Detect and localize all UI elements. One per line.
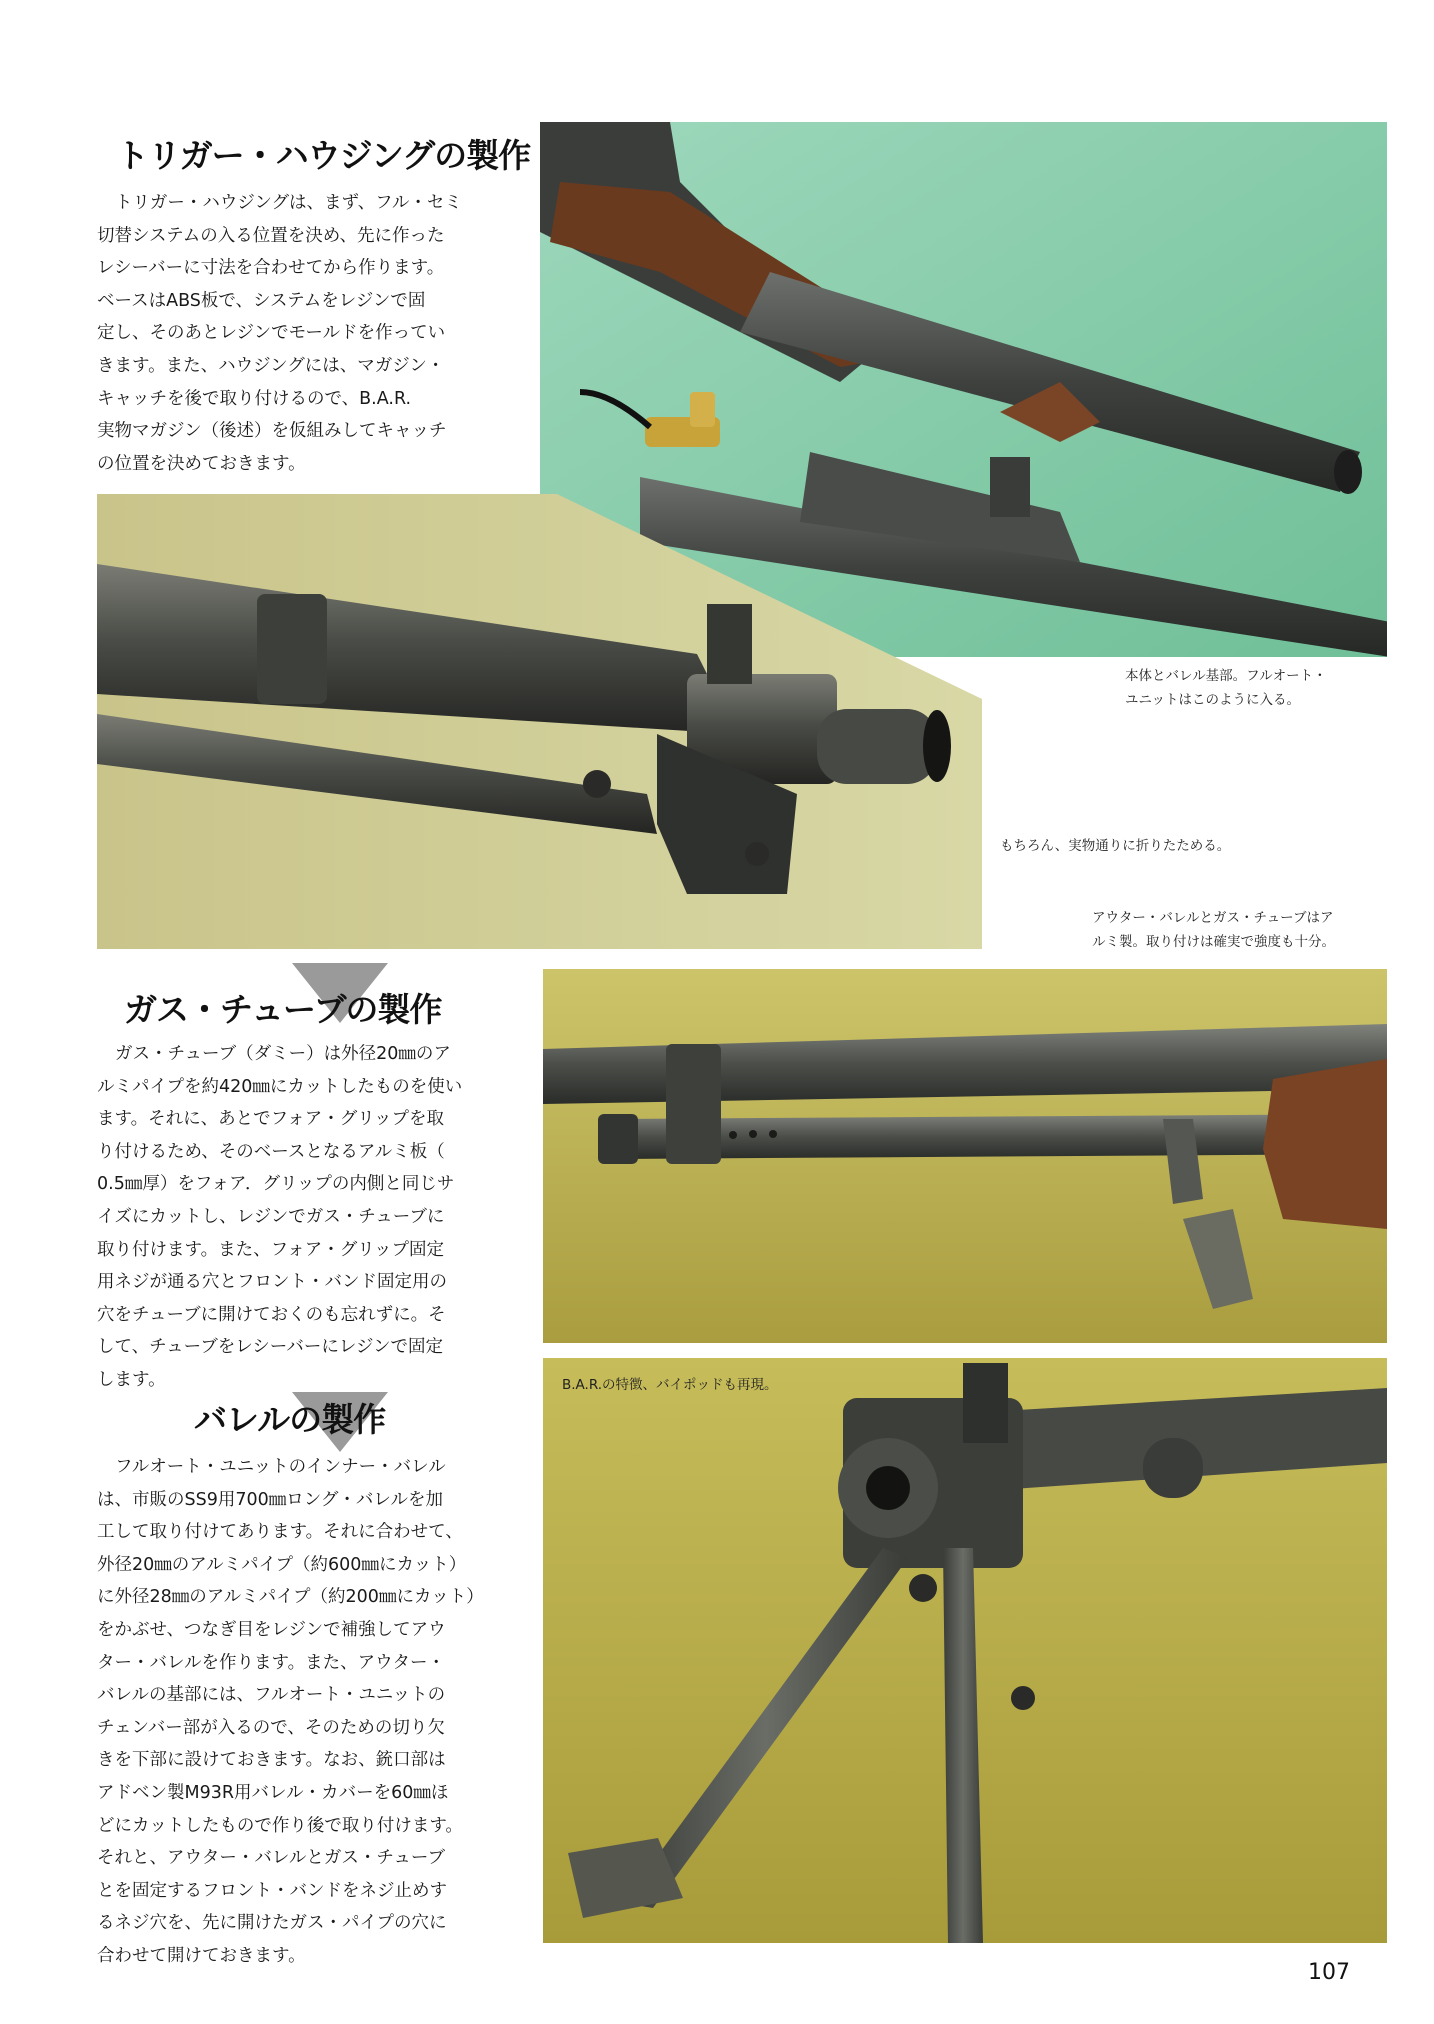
caption-line: ルミ製。取り付けは確実で強度も十分。	[1092, 934, 1335, 950]
text-line: 取り付けます。また、フォア・グリップ固定	[97, 1239, 445, 1260]
text-line: 外径20㎜のアルミパイプ（約600㎜にカット）	[97, 1554, 467, 1575]
text-line: レシーバーに寸法を合わせてから作ります。	[97, 258, 445, 279]
text-line: ベースはABS板で、システムをレジンで固	[97, 290, 426, 311]
gas-tube-photo	[543, 969, 1387, 1343]
caption-bipod	[562, 1373, 778, 1397]
caption-line: ユニットはこのように入る。	[1125, 692, 1300, 708]
heading-gas-tube: ガス・チューブの製作	[124, 990, 442, 1029]
caption-line: アウター・バレルとガス・チューブはア	[1092, 910, 1334, 926]
text-line: は、市販のSS9用700㎜ロング・バレルを加	[97, 1489, 443, 1510]
text-line: トリガー・ハウジングは、まず、フル・セミ	[115, 193, 462, 213]
page-number: 107	[1308, 1960, 1350, 1985]
text-line: ター・バレルを作ります。また、アウター・	[97, 1652, 445, 1673]
text-line: ルミパイプを約420㎜にカットしたものを使い	[97, 1076, 463, 1097]
text-line: して、チューブをレシーバーにレジンで固定	[97, 1337, 444, 1358]
bipod-photo	[543, 1358, 1387, 1943]
text-line: 切替システムの入る位置を決め、先に作った	[97, 225, 445, 246]
heading-trigger-housing: トリガー・ハウジングの製作	[116, 136, 531, 175]
text-line: 用ネジが通る穴とフロント・バンド固定用の	[97, 1272, 447, 1293]
text-line: 定し、そのあとレジンでモールドを作ってい	[97, 323, 446, 344]
text-line: り付けるため、そのベースとなるアルミ板（	[97, 1141, 445, 1162]
body-barrel	[97, 1451, 507, 1973]
text-line: イズにカットし、レジンでガス・チューブに	[97, 1206, 445, 1227]
text-line: るネジ穴を、先に開けたガス・パイプの穴に	[97, 1913, 447, 1934]
text-line: ガス・チューブ（ダミー）は外径20㎜のア	[115, 1044, 451, 1064]
text-line: に外径28㎜のアルミパイプ（約200㎜にカット）	[97, 1587, 484, 1608]
text-line: とを固定するフロント・バンドをネジ止めす	[97, 1880, 447, 1901]
text-line: 穴をチューブに開けておくのも忘れずに。そ	[97, 1304, 446, 1325]
caption-folding	[1000, 834, 1230, 858]
bipod-photo-graphic	[543, 1358, 1387, 1943]
text-line: 合わせて開けておきます。	[97, 1945, 306, 1966]
text-line: 工して取り付けてあります。それに合わせて、	[97, 1522, 463, 1543]
heading-barrel: バレルの製作	[194, 1400, 386, 1439]
text-line: きを下部に設けておきます。なお、銃口部は	[97, 1750, 446, 1771]
caption-outer-barrel	[1092, 906, 1335, 954]
text-line: します。	[97, 1369, 166, 1390]
caption-body-and-barrel	[1125, 664, 1327, 712]
text-line: の位置を決めておきます。	[97, 453, 306, 474]
caption-line: もちろん、実物通りに折りたためる。	[1000, 838, 1231, 854]
text-line: どにカットしたもので作り後で取り付けます。	[97, 1815, 463, 1836]
text-line: フルオート・ユニットのインナー・バレル	[115, 1457, 446, 1477]
caption-line: B.A.R.の特徴、バイポッドも再現。	[562, 1377, 778, 1393]
text-line: キャッチを後で取り付けるので、B.A.R.	[97, 388, 412, 409]
text-line: チェンバー部が入るので、そのための切り欠	[97, 1717, 445, 1738]
body-trigger-housing	[97, 187, 507, 480]
text-line: をかぶせ、つなぎ目をレジンで補強してアウ	[97, 1619, 446, 1640]
gas-tube-photo-graphic	[543, 969, 1387, 1343]
text-line: 実物マガジン（後述）を仮組みしてキャッチ	[97, 421, 447, 442]
text-line: それと、アウター・バレルとガス・チューブ	[97, 1848, 445, 1869]
text-line: バレルの基部には、フルオート・ユニットの	[97, 1685, 446, 1706]
text-line: アドベン製M93R用バレル・カバーを60㎜ほ	[97, 1782, 449, 1803]
body-gas-tube	[97, 1038, 507, 1397]
caption-line: 本体とバレル基部。フルオート・	[1125, 668, 1327, 684]
text-line: ます。それに、あとでフォア・グリップを取	[97, 1109, 445, 1130]
text-line: きます。また、ハウジングには、マガジン・	[97, 355, 445, 376]
text-line: 0.5㎜厚）をフォア．グリップの内側と同じサ	[97, 1174, 455, 1195]
